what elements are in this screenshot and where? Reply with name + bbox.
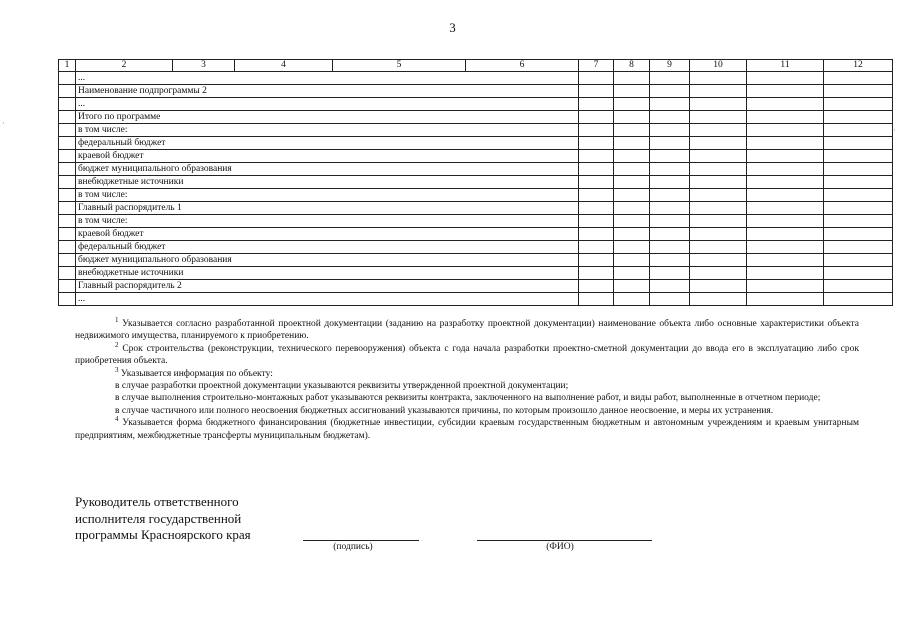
- footnote-3-text: Указывается информация по объекту:: [120, 368, 273, 379]
- row-label: ...: [76, 293, 579, 306]
- value-cell-col-10: [690, 202, 747, 215]
- row-number-cell: [59, 98, 76, 111]
- signature-title-line-1: Руководитель ответственного: [75, 494, 239, 509]
- value-cell-col-11: [747, 85, 824, 98]
- value-cell-col-12: [824, 98, 893, 111]
- value-cell-col-11: [747, 254, 824, 267]
- value-cell-col-12: [824, 163, 893, 176]
- value-cell-col-8: [614, 280, 650, 293]
- value-cell-col-12: [824, 267, 893, 280]
- signature-title-line-2: исполнителя государственной: [75, 510, 242, 526]
- footnotes: [75, 315, 860, 442]
- value-cell-col-12: [824, 137, 893, 150]
- value-cell-col-12: [824, 254, 893, 267]
- table-row: [59, 150, 893, 163]
- value-cell-col-7: [579, 280, 614, 293]
- value-cell-col-10: [690, 150, 747, 163]
- table-row: [59, 98, 893, 111]
- value-cell-col-8: [614, 85, 650, 98]
- value-cell-col-9: [650, 228, 690, 241]
- table-row: [59, 176, 893, 189]
- value-cell-col-12: [824, 241, 893, 254]
- value-cell-col-10: [690, 124, 747, 137]
- value-cell-col-10: [690, 85, 747, 98]
- value-cell-col-9: [650, 111, 690, 124]
- footnote-1-mark: 1: [115, 315, 119, 324]
- row-number-cell: [59, 111, 76, 124]
- footnote-2-text: Срок строительства (реконструкции, технического перевооружения) объекта с года начала разработки проектно-сметной документации до ввода его в эксплуатацию либо срок приобретения объекта.: [75, 343, 860, 367]
- footnote-3-item-b: в случае выполнения строительно-монтажных работ указываются реквизиты контракта, заключенного на выполнение работ, и виды работ, выполненные в отчетном периоде;: [115, 393, 821, 404]
- header-cell-5: 5: [333, 60, 466, 72]
- value-cell-col-12: [824, 228, 893, 241]
- table-row: [59, 241, 893, 254]
- value-cell-col-10: [690, 254, 747, 267]
- header-cell-3: 3: [173, 60, 235, 72]
- value-cell-col-11: [747, 111, 824, 124]
- table-row: [59, 85, 893, 98]
- value-cell-col-9: [650, 280, 690, 293]
- budget-table: [58, 59, 893, 306]
- table-row: [59, 267, 893, 280]
- page-number: 3: [449, 20, 456, 35]
- row-label: бюджет муниципального образования: [76, 163, 579, 176]
- value-cell-col-7: [579, 98, 614, 111]
- value-cell-col-7: [579, 189, 614, 202]
- value-cell-col-9: [650, 215, 690, 228]
- value-cell-col-10: [690, 137, 747, 150]
- row-number-cell: [59, 293, 76, 306]
- value-cell-col-7: [579, 228, 614, 241]
- value-cell-col-8: [614, 137, 650, 150]
- value-cell-col-7: [579, 176, 614, 189]
- value-cell-col-10: [690, 163, 747, 176]
- value-cell-col-8: [614, 176, 650, 189]
- name-caption: (ФИО): [546, 542, 574, 552]
- row-label: Главный распорядитель 2: [76, 280, 579, 293]
- value-cell-col-10: [690, 111, 747, 124]
- value-cell-col-11: [747, 202, 824, 215]
- footnote-3: [75, 365, 859, 380]
- row-label: внебюджетные источники: [76, 176, 579, 189]
- row-label: в том числе:: [76, 215, 579, 228]
- value-cell-col-7: [579, 72, 614, 85]
- header-cell-2: 2: [76, 60, 173, 72]
- row-number-cell: [59, 72, 76, 85]
- value-cell-col-11: [747, 228, 824, 241]
- value-cell-col-7: [579, 111, 614, 124]
- value-cell-col-9: [650, 293, 690, 306]
- value-cell-col-12: [824, 202, 893, 215]
- value-cell-col-8: [614, 202, 650, 215]
- footnote-2: [75, 340, 860, 368]
- footnote-4-mark: 4: [115, 415, 119, 424]
- row-number-cell: [59, 241, 76, 254]
- value-cell-col-8: [614, 293, 650, 306]
- value-cell-col-8: [614, 124, 650, 137]
- value-cell-col-7: [579, 267, 614, 280]
- value-cell-col-8: [614, 111, 650, 124]
- table-row: [59, 280, 893, 293]
- value-cell-col-8: [614, 189, 650, 202]
- value-cell-col-8: [614, 241, 650, 254]
- table-row: [59, 137, 893, 150]
- value-cell-col-8: [614, 98, 650, 111]
- footnote-1: [75, 315, 859, 343]
- value-cell-col-12: [824, 111, 893, 124]
- row-label: ...: [76, 98, 579, 111]
- value-cell-col-11: [747, 124, 824, 137]
- value-cell-col-9: [650, 189, 690, 202]
- row-label: краевой бюджет: [76, 228, 579, 241]
- value-cell-col-10: [690, 72, 747, 85]
- table-row: [59, 228, 893, 241]
- value-cell-col-8: [614, 150, 650, 163]
- row-label: Итого по программе: [76, 111, 579, 124]
- value-cell-col-9: [650, 267, 690, 280]
- row-label: ...: [76, 72, 579, 85]
- value-cell-col-11: [747, 150, 824, 163]
- table-row: [59, 72, 893, 85]
- header-cell-6: 6: [466, 60, 579, 72]
- value-cell-col-11: [747, 189, 824, 202]
- footnote-3-mark: 3: [115, 365, 119, 374]
- footnote-4: [75, 417, 859, 442]
- value-cell-col-8: [614, 267, 650, 280]
- value-cell-col-9: [650, 72, 690, 85]
- value-cell-col-9: [650, 241, 690, 254]
- row-label: в том числе:: [76, 189, 579, 202]
- value-cell-col-7: [579, 124, 614, 137]
- value-cell-col-12: [824, 189, 893, 202]
- row-number-cell: [59, 150, 76, 163]
- value-cell-col-10: [690, 267, 747, 280]
- value-cell-col-11: [747, 280, 824, 293]
- row-label: федеральный бюджет: [76, 241, 579, 254]
- value-cell-col-8: [614, 228, 650, 241]
- value-cell-col-12: [824, 85, 893, 98]
- value-cell-col-11: [747, 163, 824, 176]
- value-cell-col-8: [614, 163, 650, 176]
- footnote-3-item-c: в случае частичного или полного неосвоения бюджетных ассигнований указываются причины, по которым произошло данное неосвоение, и меры их устранения.: [115, 405, 774, 416]
- value-cell-col-8: [614, 72, 650, 85]
- header-cell-12: 12: [824, 60, 893, 72]
- value-cell-col-11: [747, 293, 824, 306]
- value-cell-col-9: [650, 98, 690, 111]
- row-label: федеральный бюджет: [76, 137, 579, 150]
- value-cell-col-9: [650, 124, 690, 137]
- header-cell-10: 10: [690, 60, 747, 72]
- table-row: [59, 293, 893, 306]
- value-cell-col-7: [579, 241, 614, 254]
- value-cell-col-7: [579, 163, 614, 176]
- value-cell-col-12: [824, 293, 893, 306]
- row-label: Главный распорядитель 1: [76, 202, 579, 215]
- table-header-row: [59, 60, 893, 72]
- row-label: в том числе:: [76, 124, 579, 137]
- value-cell-col-9: [650, 85, 690, 98]
- value-cell-col-9: [650, 202, 690, 215]
- table-row: [59, 254, 893, 267]
- table-row: [59, 189, 893, 202]
- header-cell-9: 9: [650, 60, 690, 72]
- signature-title: [75, 494, 251, 544]
- value-cell-col-12: [824, 215, 893, 228]
- value-cell-col-8: [614, 254, 650, 267]
- row-number-cell: [59, 137, 76, 150]
- value-cell-col-9: [650, 137, 690, 150]
- value-cell-col-9: [650, 254, 690, 267]
- footnote-3-item-a: в случае разработки проектной документации указываются реквизиты утвержденной проектной документации;: [115, 381, 569, 392]
- row-number-cell: [59, 176, 76, 189]
- value-cell-col-12: [824, 124, 893, 137]
- value-cell-col-9: [650, 150, 690, 163]
- value-cell-col-7: [579, 137, 614, 150]
- header-cell-1: 1: [59, 60, 76, 72]
- value-cell-col-7: [579, 254, 614, 267]
- header-cell-7: 7: [579, 60, 614, 72]
- row-number-cell: [59, 267, 76, 280]
- value-cell-col-11: [747, 72, 824, 85]
- row-number-cell: [59, 215, 76, 228]
- header-cell-8: 8: [614, 60, 650, 72]
- row-label: бюджет муниципального образования: [76, 254, 579, 267]
- value-cell-col-11: [747, 215, 824, 228]
- value-cell-col-11: [747, 137, 824, 150]
- name-line: [477, 540, 652, 541]
- value-cell-col-7: [579, 215, 614, 228]
- value-cell-col-11: [747, 176, 824, 189]
- value-cell-col-10: [690, 280, 747, 293]
- value-cell-col-10: [690, 176, 747, 189]
- value-cell-col-9: [650, 176, 690, 189]
- value-cell-col-10: [690, 189, 747, 202]
- value-cell-col-10: [690, 98, 747, 111]
- value-cell-col-11: [747, 267, 824, 280]
- signature-title-line-3: программы Красноярского края: [75, 527, 251, 542]
- table-body: [59, 60, 893, 306]
- value-cell-col-7: [579, 202, 614, 215]
- header-cell-11: 11: [747, 60, 824, 72]
- value-cell-col-12: [824, 150, 893, 163]
- value-cell-col-12: [824, 280, 893, 293]
- value-cell-col-8: [614, 215, 650, 228]
- value-cell-col-9: [650, 163, 690, 176]
- scan-artifact-left: ·: [2, 118, 5, 128]
- row-number-cell: [59, 254, 76, 267]
- value-cell-col-7: [579, 150, 614, 163]
- value-cell-col-10: [690, 228, 747, 241]
- header-cell-4: 4: [235, 60, 333, 72]
- value-cell-col-10: [690, 215, 747, 228]
- row-label: внебюджетные источники: [76, 267, 579, 280]
- value-cell-col-11: [747, 241, 824, 254]
- table-row: [59, 124, 893, 137]
- value-cell-col-12: [824, 72, 893, 85]
- row-number-cell: [59, 202, 76, 215]
- value-cell-col-11: [747, 98, 824, 111]
- table-row: [59, 111, 893, 124]
- value-cell-col-10: [690, 241, 747, 254]
- signature-caption: (подпись): [333, 542, 373, 552]
- value-cell-col-10: [690, 293, 747, 306]
- footnote-2-mark: 2: [115, 340, 119, 349]
- row-label: краевой бюджет: [76, 150, 579, 163]
- table-row: [59, 163, 893, 176]
- row-number-cell: [59, 163, 76, 176]
- signature-line: [303, 540, 419, 541]
- value-cell-col-7: [579, 85, 614, 98]
- footnote-1-text: Указывается согласно разработанной проектной документации (заданию на разработку проектной документации) наименование объекта либо основные характеристики объекта недвижимого имущества, планируемого к приобретению.: [75, 319, 859, 342]
- row-number-cell: [59, 228, 76, 241]
- value-cell-col-12: [824, 176, 893, 189]
- row-number-cell: [59, 85, 76, 98]
- row-number-cell: [59, 189, 76, 202]
- value-cell-col-7: [579, 293, 614, 306]
- scan-artifact-right: ·: [893, 125, 896, 135]
- footnote-4-text: Указывается форма бюджетного финансирования (бюджетные инвестиции, субсидии краевым государственным бюджетным и автономным учреждениям и краевым унитарным предприятиям, межбюджетные трансферты муниципальным бюджетам).: [75, 418, 860, 441]
- table-row: [59, 215, 893, 228]
- table-row: [59, 202, 893, 215]
- row-label: Наименование подпрограммы 2: [76, 85, 579, 98]
- row-number-cell: [59, 280, 76, 293]
- row-number-cell: [59, 124, 76, 137]
